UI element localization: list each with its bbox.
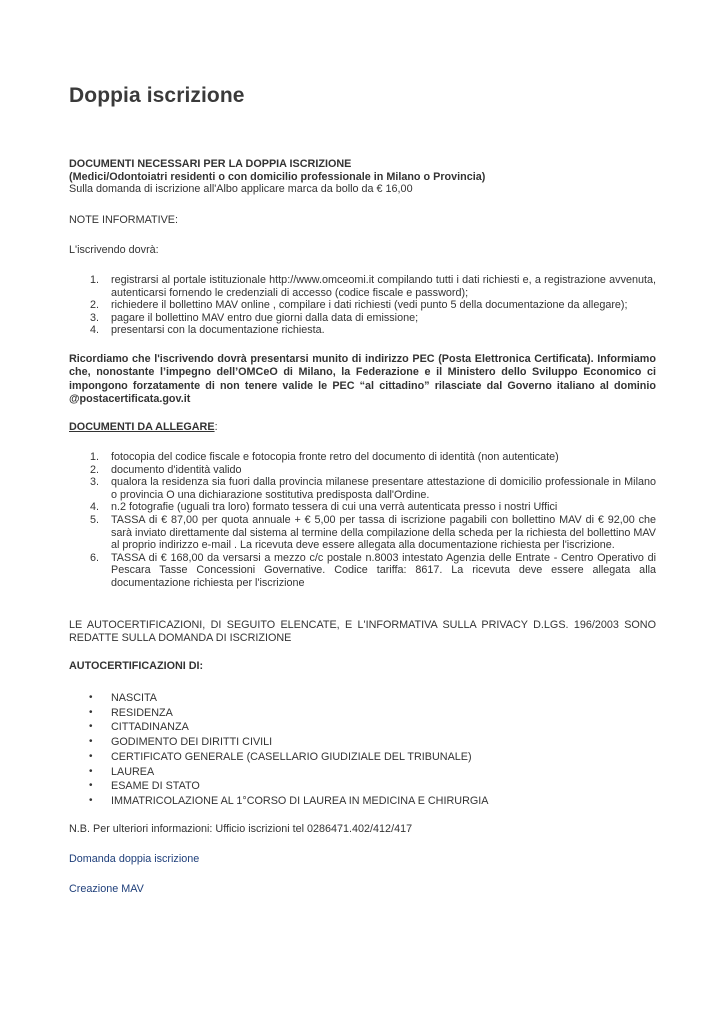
page-title: Doppia iscrizione [69,84,245,107]
list-item-text: LAUREA [111,765,155,778]
list-item-text: documento d'identità valido [111,463,242,476]
nb-note: N.B. Per ulteriori informazioni: Ufficio iscrizioni tel 0286471.402/412/417 [69,823,413,835]
list-item [69,765,656,780]
documents-subheading: (Medici/Odontoiatri residenti o con domicilio professionale in Milano o Provincia) [69,170,486,183]
header-section [69,158,656,196]
list-item-text: TASSA di € 87,00 per quota annuale + € 5,00 per tassa di iscrizione pagabili con bollettino MAV di € 92,00 che sarà inviato direttamente dal sistema al termine della compilazione della scheda per la richiesta del bollettino MAV al proprio indirizzo e-mail . La ricevuta deve essere allegata alla documentazione richiesta per l'iscrizione. [111,513,656,552]
list-item: 5. TASSA di € 87,00 per quota annuale + € 5,00 per tassa di iscrizione pagabili con bollettino MAV di € 92,00 che sarà inviato direttamente dal sistema al termine della compilazione della scheda per la richiesta del bollettino MAV al proprio indirizzo e-mail . La ricevuta deve essere allegata alla documentazione richiesta per l'iscrizione. [90,513,656,552]
list-item-text: registrarsi al portale istituzionale http://www.omceomi.it compilando tutti i dati richiesti e, a registrazione avvenuta, autenticarsi fornendo le credenziali di accesso (codice fiscale e password); [111,274,656,299]
list-item-text: fotocopia del codice fiscale e fotocopia fronte retro del documento di identità (non autenticate) [111,451,559,463]
list-item-text: pagare il bollettino MAV entro due giorni dalla data di emissione; [111,311,419,324]
documents-list [69,451,656,590]
list-item: 4. presentarsi con la documentazione richiesta. [90,324,325,337]
list-item: 2. richiedere il bollettino MAV online , compilare i dati richiesti (vedi punto 5 della documentazione da allegare); [90,299,628,312]
bullet-icon: • [89,721,93,733]
steps-list [69,274,656,337]
list-item [69,706,656,721]
list-item: 3. qualora la residenza sia fuori dalla provincia milanese presentare attestazione di domicilio professionale in Milano o provincia O una dichiarazione sostitutiva predisposta dall'Ordine. [90,476,656,501]
list-item [69,735,656,750]
autocert-list [69,691,656,809]
bullet-icon: • [89,794,93,806]
bullet-icon: • [89,692,93,703]
note-informative-label: NOTE INFORMATIVE: [69,214,178,226]
list-item [69,720,656,735]
list-item-text: NASCITA [111,692,157,704]
list-item-text: GODIMENTO DEI DIRITTI CIVILI [111,736,273,749]
bollo-note: Sulla domanda di iscrizione all'Albo applicare marca da bollo da € 16,00 [69,183,413,196]
list-item: 4. n.2 fotografie (uguali tra loro) formato tessera di cui una verrà autenticata presso i nostri Uffici [90,501,558,514]
allegare-heading-text: DOCUMENTI DA ALLEGARE [69,421,215,433]
list-item: 6. TASSA di € 168,00 da versarsi a mezzo c/c postale n.8003 intestato Agenzia delle Entrate - Centro Operativo di Pescara Tasse Concessioni Governative. Codice tariffa: 8617. La ricevuta deve essere allegata alla documentazione richiesta per l'iscrizione [90,551,656,589]
mav-link-row [69,883,656,896]
list-item-text: IMMATRICOLAZIONE AL 1°CORSO DI LAUREA IN MEDICINA E CHIRURGIA [111,794,489,807]
list-item-text: ESAME DI STATO [111,780,200,793]
list-item [69,779,656,794]
bullet-icon: • [89,750,93,762]
bullet-icon: • [89,706,93,718]
bullet-icon: • [89,765,93,777]
list-item [69,794,656,809]
list-item: 1. fotocopia del codice fiscale e fotocopia fronte retro del documento di identità (non autenticate) [90,451,559,463]
list-item: 2. documento d'identità valido [90,463,242,476]
list-item-text: TASSA di € 168,00 da versarsi a mezzo c/c postale n.8003 intestato Agenzia delle Entrate - Centro Operativo di Pescara Tasse Concessioni Governative. Codice tariffa: 8617. La ricevuta deve essere allegata alla documentazione richiesta per l'iscrizione [111,551,656,589]
autocert-heading: AUTOCERTIFICAZIONI DI: [69,660,204,672]
list-item-text: presentarsi con la documentazione richiesta. [111,324,325,337]
autocert-note: LE AUTOCERTIFICAZIONI, DI SEGUITO ELENCATE, E L'INFORMATIVA SULLA PRIVACY D.LGS. 196/2003 SONO REDATTE SULLA DOMANDA DI ISCRIZIONE [69,619,656,644]
list-item [69,750,656,765]
domanda-doppia-iscrizione-link[interactable]: Domanda doppia iscrizione [69,853,200,865]
list-item-text: richiedere il bollettino MAV online , compilare i dati richiesti (vedi punto 5 della documentazione da allegare); [111,299,628,312]
list-item: 1. registrarsi al portale istituzionale http://www.omceomi.it compilando tutti i dati richiesti e, a registrazione avvenuta, autenticarsi fornendo le credenziali di accesso (codice fiscale e password); [90,274,656,299]
allegare-heading: DOCUMENTI DA ALLEGARE: [69,421,218,433]
bullet-icon: • [89,736,93,748]
documents-heading: DOCUMENTI NECESSARI PER LA DOPPIA ISCRIZIONE [69,158,352,170]
list-item [69,691,656,706]
pec-notice: Ricordiamo che l'iscrivendo dovrà presentarsi munito di indirizzo PEC (Posta Elettronica Certificata). Informiamo che, nonostante l’impegno dell’OMCeO di Milano, la Federazione e il Ministero dello Sviluppo Economico ci impongono forzatamente di non tenere valide le PEC “al cittadino” rilasciate dal Governo italiano al dominio @postacertificata.gov.it [69,353,656,406]
bullet-icon: • [89,780,93,792]
list-item-text: CITTADINANZA [111,721,189,734]
list-item: 3. pagare il bollettino MAV entro due giorni dalla data di emissione; [90,311,419,324]
list-item-text: CERTIFICATO GENERALE (CASELLARIO GIUDIZIALE DEL TRIBUNALE) [111,750,472,763]
creazione-mav-link[interactable]: Creazione MAV [69,883,144,895]
list-item-text: n.2 fotografie (uguali tra loro) formato tessera di cui una verrà autenticata presso i nostri Uffici [111,501,558,514]
iscrivendo-label: L'iscrivendo dovrà: [69,244,159,256]
list-item-text: qualora la residenza sia fuori dalla provincia milanese presentare attestazione di domicilio professionale in Milano o provincia O una dichiarazione sostitutiva predisposta dall'Ordine. [111,476,656,501]
list-item-text: RESIDENZA [111,706,173,719]
domanda-link-row [69,853,656,866]
